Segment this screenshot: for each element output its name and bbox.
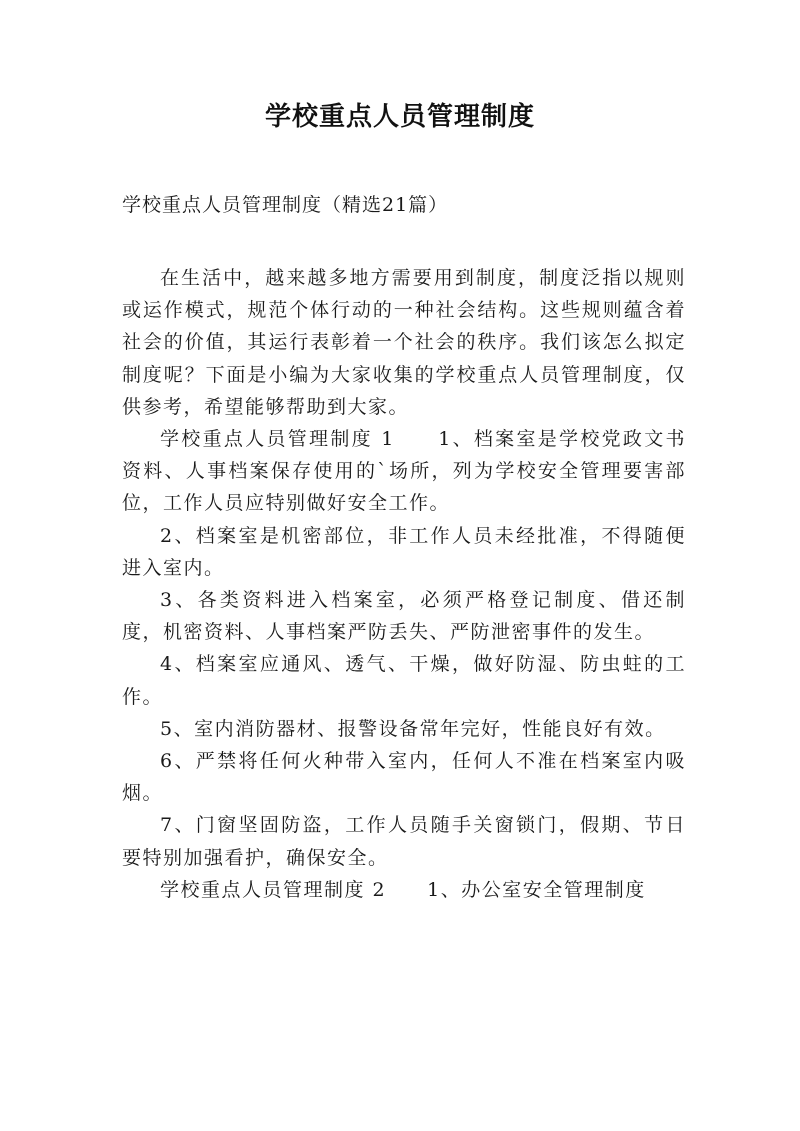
paragraph-item-4: 4、档案室应通风、透气、干燥，做好防湿、防虫蛀的工作。 (122, 653, 686, 708)
paragraph-item-6: 6、严禁将任何火种带入室内，任何人不准在档案室内吸烟。 (122, 750, 686, 805)
document-subtitle: 学校重点人员管理制度（精选21篇） (122, 194, 449, 216)
paragraph-section-2: 学校重点人员管理制度 2 1、办公室安全管理制度 (160, 878, 646, 901)
paragraph-item-5: 5、室内消防器材、报警设备常年完好，性能良好有效。 (160, 717, 666, 740)
paragraph-section-1: 学校重点人员管理制度 1 1、档案室是学校党政文书资料、人事档案保存使用的`场所，列为学校安全管理要害部位，工作人员应特别做好安全工作。 (122, 428, 686, 515)
paragraph-item-2: 2、档案室是机密部位，非工作人员未经批准，不得随便进入室内。 (122, 524, 686, 579)
document-body (122, 262, 686, 906)
paragraph-item-7: 7、门窗坚固防盗，工作人员随手关窗锁门，假期、节日要特别加强看护，确保安全。 (122, 814, 686, 869)
paragraph-intro: 在生活中，越来越多地方需要用到制度，制度泛指以规则或运作模式，规范个体行动的一种社会结构。这些规则蕴含着社会的价值，其运行表彰着一个社会的秩序。我们该怎么拟定制度呢？下面是小编为大家收集的学校重点人员管理制度，仅供参考，希望能够帮助到大家。 (122, 267, 686, 418)
paragraph-item-3: 3、各类资料进入档案室，必须严格登记制度、借还制度，机密资料、人事档案严防丢失、严防泄密事件的发生。 (122, 589, 686, 644)
document-title: 学校重点人员管理制度 (264, 102, 535, 132)
